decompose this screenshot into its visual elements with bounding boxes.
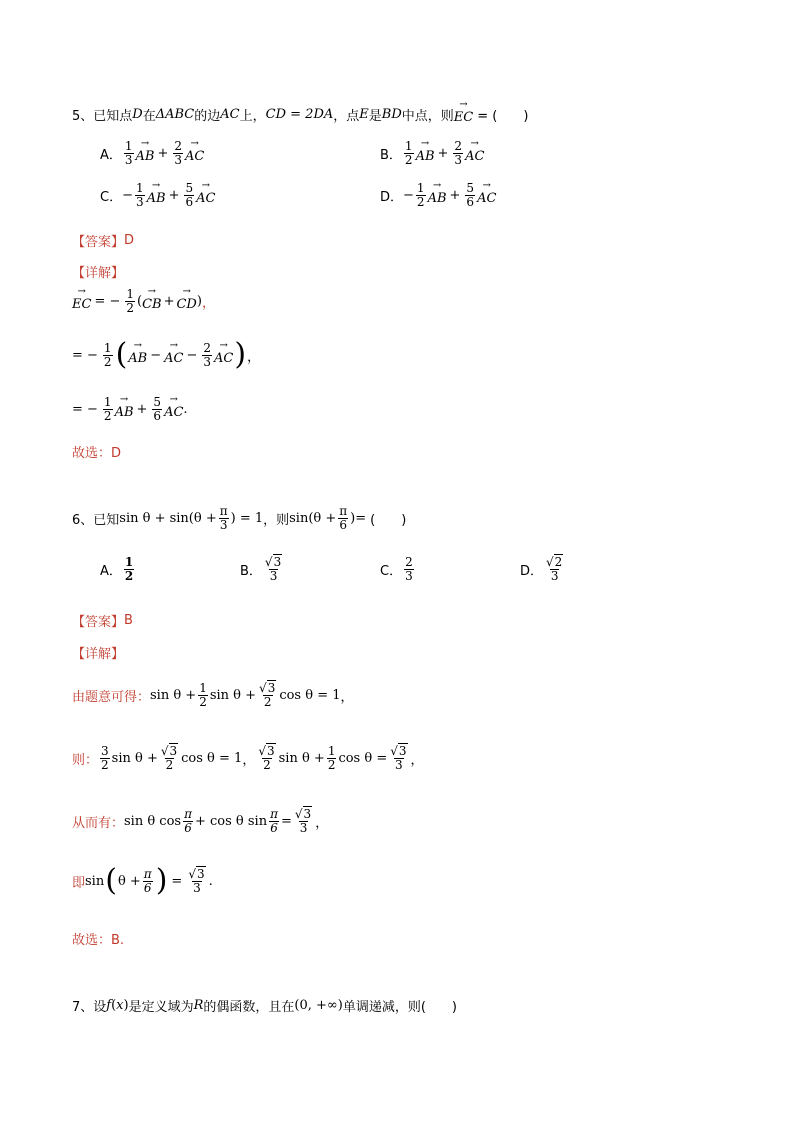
fraction: $\frac{√3}{2}$ <box>259 681 276 709</box>
right-paren: ) <box>234 337 247 372</box>
q6-option-b: B． $\frac{√3}{3}$ <box>240 555 282 583</box>
q6-option-c: C． $\frac{2}{3}$ <box>380 555 413 583</box>
fraction: $\frac{\pi}{6}$ <box>184 807 192 835</box>
fraction: $\frac{2}{3}$ <box>203 340 212 369</box>
fraction: $\frac{5}{6}$ <box>466 181 475 209</box>
fraction: $\frac{1}{2}$ <box>327 744 336 772</box>
q5-choose: 故选：D <box>72 446 122 461</box>
q6-choose: 故选：B. <box>72 933 125 948</box>
fraction: $\frac{√2}{3}$ <box>546 555 563 583</box>
left-paren: ( <box>115 337 128 372</box>
fraction: $\frac{2}{3}$ <box>174 139 183 167</box>
q5-stem: 5、已知点 D 在 ΔABC 的边 AC 上， CD = 2DA ，点 E 是 BD 中点，则 → EC = ( ) <box>72 104 528 125</box>
fraction: $\frac{1}{2}$ <box>124 555 134 583</box>
q7-stem: 7、设 f ( x ) 是定义域为 R 的偶函数，且在 (0, +∞) 单调递减，则 ( ) <box>72 998 457 1015</box>
fraction: $\frac{1}{2}$ <box>103 395 112 423</box>
q6-step-3: 从而有： sin θ cos $\frac{\pi}{6}$ + cos θ sin $\frac{\pi}{6}$ = $\frac{√3}{3}$ ， <box>72 807 329 835</box>
fraction: $\frac{\pi}{6}$ <box>339 504 348 532</box>
q6-option-d: D． $\frac{√2}{3}$ <box>520 555 563 583</box>
q5-option-b: B． $\frac{1}{2}$ → AB + $\frac{2}{3}$ → AC <box>380 140 484 166</box>
q6-step-1: 由题意可得： sin θ + $\frac{1}{2}$ sin θ + $\frac{√3}{2}$ cos θ = 1 ， <box>72 681 354 709</box>
q5-step-1: → EC = − $\frac{1}{2}$ ( → CB + → CD ) ， <box>72 288 215 314</box>
q6-step-4: 即 sin ( θ + $\frac{\pi}{6}$ ) = $\frac{√3}{3}$ . <box>72 863 213 898</box>
left-paren: ( <box>105 863 117 898</box>
fraction: $\frac{\pi}{6}$ <box>270 807 278 835</box>
fraction: $\frac{√3}{3}$ <box>294 807 312 835</box>
q5-step-2: = − $\frac{1}{2}$ ( → AB − → AC − $\frac{2}{3}$ → AC ) ， <box>72 340 260 370</box>
fraction: $\frac{5}{6}$ <box>153 395 162 423</box>
q6-stem: 6、已知 sin θ + sin(θ + $\frac{\pi}{3}$ ) = 1 ，则 sin(θ + $\frac{\pi}{6}$ )= ( ) <box>72 504 407 532</box>
fraction: $\frac{1}{3}$ <box>124 139 133 167</box>
q5-option-c: C． − $\frac{1}{3}$ → AB + $\frac{5}{6}$ → AC <box>100 182 215 208</box>
fraction: $\frac{3}{2}$ <box>101 744 109 772</box>
q5-option-a: A． $\frac{1}{3}$ → AB + $\frac{2}{3}$ → AC <box>100 140 204 166</box>
fraction: $\frac{5}{6}$ <box>185 181 194 209</box>
fraction: $\frac{1}{2}$ <box>416 181 425 209</box>
fraction: $\frac{2}{3}$ <box>405 555 413 583</box>
q5-option-d: D． − $\frac{1}{2}$ → AB + $\frac{5}{6}$ → AC <box>380 182 496 208</box>
q6-option-a: A． $\frac{1}{2}$ <box>100 555 134 583</box>
fraction: $\frac{\pi}{3}$ <box>219 504 228 532</box>
fraction: $\frac{1}{2}$ <box>199 681 207 709</box>
fraction: $\frac{√3}{3}$ <box>264 555 282 583</box>
q5-detail-heading: 【详解】 <box>72 266 125 281</box>
fraction: $\frac{√3}{2}$ <box>258 744 275 772</box>
q5-answer: 【答案】 D <box>72 233 135 250</box>
fraction: $\frac{2}{3}$ <box>454 139 463 167</box>
fraction: $\frac{\pi}{6}$ <box>143 866 152 895</box>
fraction: $\frac{1}{2}$ <box>103 340 112 369</box>
q6-detail-heading: 【详解】 <box>72 647 125 662</box>
right-paren: ) <box>155 863 168 898</box>
q6-step-2: 则： $\frac{3}{2}$ sin θ + $\frac{√3}{2}$ cos θ = 1 ， $\frac{√3}{2}$ sin θ + $\frac{1}{2}$ cos θ = $\frac{√3}{3}$ ， <box>72 744 424 772</box>
fraction: $\frac{√3}{3}$ <box>390 744 407 772</box>
fraction: $\frac{√3}{3}$ <box>188 866 205 895</box>
fraction: $\frac{1}{2}$ <box>126 287 134 315</box>
q6-answer: 【答案】 B <box>72 613 133 630</box>
q5-step-3: = − $\frac{1}{2}$ → AB + $\frac{5}{6}$ → AC . <box>72 396 188 422</box>
fraction: $\frac{√3}{2}$ <box>160 744 178 772</box>
fraction: $\frac{1}{2}$ <box>404 139 413 167</box>
fraction: $\frac{1}{3}$ <box>135 181 144 209</box>
